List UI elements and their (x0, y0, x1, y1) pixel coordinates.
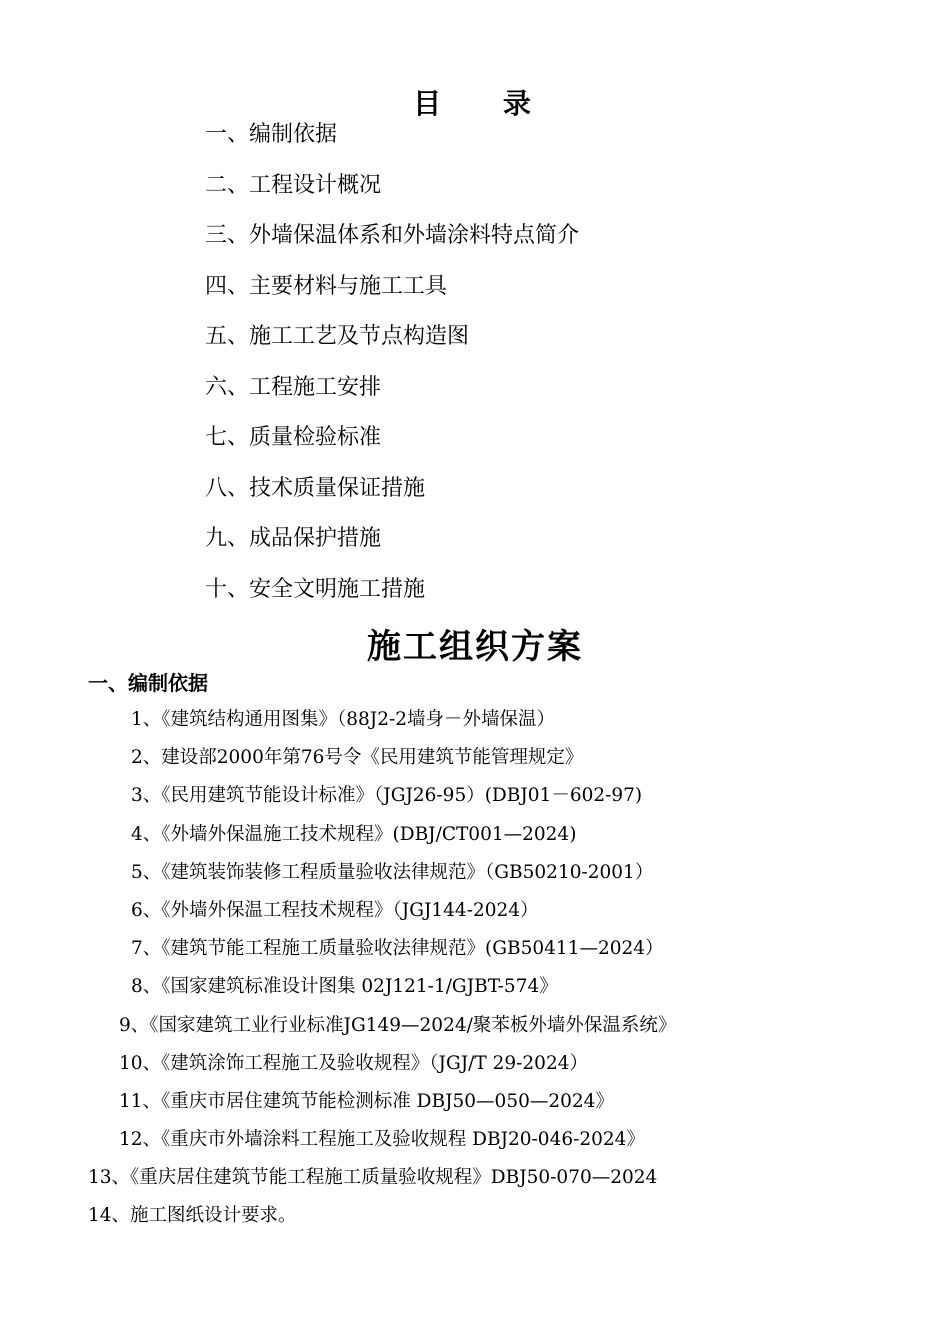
reference-item: 6、《外墙外保温工程技术规程》（JGJ144-2024） (131, 899, 539, 921)
toc-title: 目 录 (413, 87, 557, 120)
reference-item: 4、《外墙外保温施工技术规程》(DBJ/CT001—2024) (131, 823, 577, 845)
toc-item: 三、外墙保温体系和外墙涂料特点简介 (205, 223, 580, 248)
section-heading: 一、编制依据 (88, 671, 208, 695)
toc-item: 六、工程施工安排 (205, 374, 382, 400)
document-title: 施工组织方案 (367, 627, 583, 667)
reference-item: 2、建设部2000年第76号令《民用建筑节能管理规定》 (131, 747, 584, 769)
toc-item: 八、技术质量保证措施 (205, 475, 426, 501)
reference-item: 8、《国家建筑标准设计图集 02J121-1/GJBT-574》 (131, 976, 558, 998)
reference-item: 9、《国家建筑工业行业标准JG149—2024/聚苯板外墙外保温系统》 (119, 1014, 677, 1036)
toc-item: 七、质量检验标准 (205, 425, 382, 450)
reference-item: 3、《民用建筑节能设计标准》（JGJ26-95）(DBJ01－602-97) (131, 785, 643, 807)
reference-item: 12、《重庆市外墙涂料工程施工及验收规程 DBJ20-046-2024》 (119, 1129, 645, 1151)
table-of-contents (205, 115, 579, 620)
reference-item: 5、《建筑装饰装修工程质量验收法律规范》（GB50210-2001） (131, 861, 654, 883)
reference-item: 14、施工图纸设计要求。 (88, 1205, 297, 1227)
toc-item: 一、编制依据 (205, 122, 338, 147)
reference-item: 7、《建筑节能工程施工质量验收法律规范》(GB50411—2024） (131, 938, 664, 960)
toc-item: 九、成品保护措施 (205, 526, 382, 551)
toc-item: 五、施工工艺及节点构造图 (205, 324, 470, 349)
reference-item: 11、《重庆市居住建筑节能检测标准 DBJ50—050—2024》 (119, 1090, 614, 1112)
toc-item: 四、主要材料与施工工具 (205, 273, 448, 299)
reference-list (0, 703, 950, 1238)
toc-item: 二、工程设计概况 (205, 172, 382, 198)
reference-item: 13、《重庆居住建筑节能工程施工质量验收规程》DBJ50-070—2024 (88, 1167, 658, 1189)
reference-item: 1、《建筑结构通用图集》（88J2-2墙身－外墙保温） (131, 709, 556, 730)
reference-item: 10、《建筑涂饰工程施工及验收规程》（JGJ/T 29-2024） (119, 1052, 588, 1074)
toc-item: 十、安全文明施工措施 (205, 576, 426, 602)
